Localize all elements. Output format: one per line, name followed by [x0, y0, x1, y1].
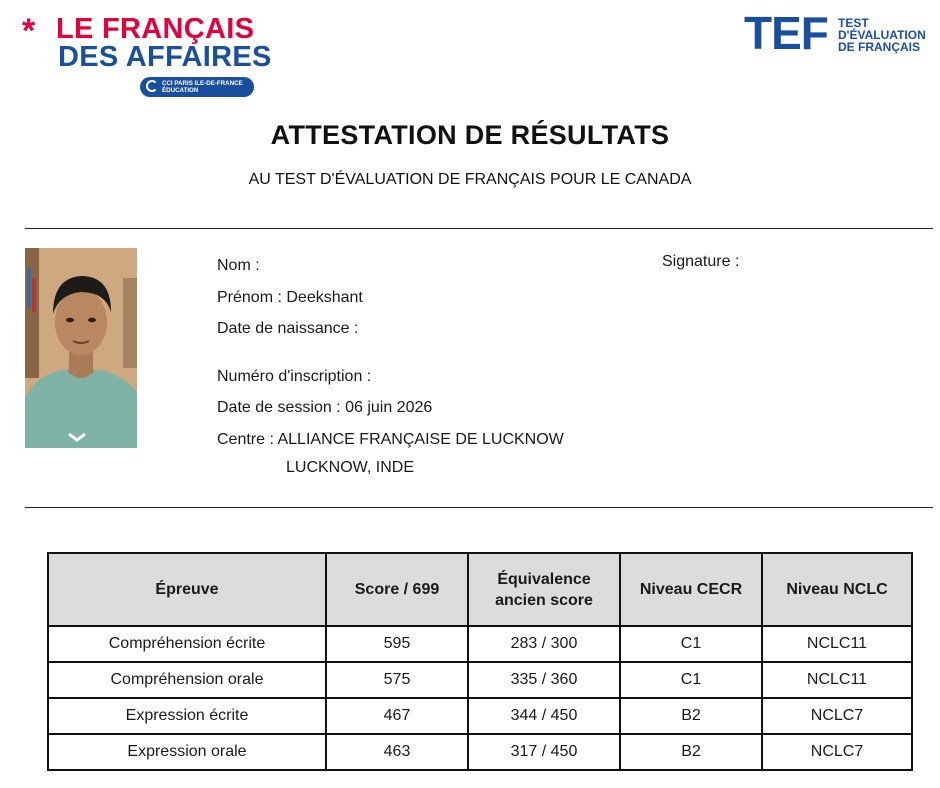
badge-line-2: ÉDUCATION — [162, 87, 199, 94]
centre-label: Centre : — [217, 431, 274, 448]
header-equivalence-line-1: Équivalence — [497, 570, 591, 588]
session-label: Date de session : — [217, 399, 341, 416]
cell-score: 575 — [326, 662, 468, 698]
prenom-field — [217, 288, 363, 308]
table-row — [48, 662, 912, 698]
cell-equivalence: 344 / 450 — [468, 698, 620, 734]
tef-line-1: TEST — [838, 16, 869, 30]
naissance-field — [217, 319, 358, 339]
cell-cecr: B2 — [620, 734, 762, 770]
cell-cecr: B2 — [620, 698, 762, 734]
header-epreuve: Épreuve — [48, 553, 326, 626]
cell-nclc: NCLC7 — [762, 734, 912, 770]
centre-line-1: ALLIANCE FRANÇAISE DE LUCKNOW — [277, 431, 564, 448]
centre-field — [217, 430, 564, 450]
inscription-field — [217, 367, 371, 387]
asterisk-icon: * — [22, 12, 36, 50]
cell-epreuve: Expression écrite — [48, 698, 326, 734]
logo-line-2: DES AFFAIRES — [58, 41, 272, 73]
document-subtitle: AU TEST D'ÉVALUATION DE FRANÇAIS POUR LE CANADA — [248, 171, 692, 188]
document-title: ATTESTATION DE RÉSULTATS — [270, 120, 670, 150]
cell-epreuve: Compréhension écrite — [48, 626, 326, 662]
cell-equivalence: 335 / 360 — [468, 662, 620, 698]
session-value: 06 juin 2026 — [345, 399, 433, 416]
tef-line-2: D'ÉVALUATION — [838, 28, 926, 42]
tef-wordmark: TEF — [744, 7, 828, 59]
cell-epreuve: Expression orale — [48, 734, 326, 770]
logo-line-1: LE FRANÇAIS — [56, 13, 255, 45]
centre-line-2: LUCKNOW, INDE — [286, 459, 415, 476]
nom-label: Nom : — [217, 257, 260, 274]
prenom-value: Deekshant — [286, 289, 363, 306]
cell-equivalence: 283 / 300 — [468, 626, 620, 662]
tef-line-3: DE FRANÇAIS — [838, 40, 921, 54]
cell-cecr: C1 — [620, 662, 762, 698]
prenom-label: Prénom : — [217, 289, 282, 306]
cell-score: 595 — [326, 626, 468, 662]
le-francais-des-affaires-logo — [22, 12, 272, 104]
candidate-photo — [25, 248, 137, 448]
divider-bottom — [25, 507, 933, 508]
cci-icon — [146, 80, 158, 92]
inscription-label: Numéro d'inscription : — [217, 368, 372, 385]
header-equivalence — [468, 553, 620, 626]
nom-field — [217, 256, 260, 276]
cell-equivalence: 317 / 450 — [468, 734, 620, 770]
naissance-label: Date de naissance : — [217, 320, 359, 337]
table-row — [48, 734, 912, 770]
results-table — [47, 552, 913, 771]
cell-score: 463 — [326, 734, 468, 770]
badge-line-1: CCI PARIS ILE-DE-FRANCE — [162, 80, 243, 87]
cell-nclc: NCLC11 — [762, 662, 912, 698]
cell-nclc: NCLC7 — [762, 698, 912, 734]
session-field — [217, 398, 432, 418]
cell-score: 467 — [326, 698, 468, 734]
header-cecr: Niveau CECR — [620, 553, 762, 626]
header-nclc: Niveau NCLC — [762, 553, 912, 626]
table-row — [48, 698, 912, 734]
divider-top — [25, 228, 933, 229]
cell-cecr: C1 — [620, 626, 762, 662]
header-equivalence-line-2: ancien score — [495, 591, 593, 609]
table-header-row — [48, 553, 912, 626]
table-row — [48, 626, 912, 662]
header-score: Score / 699 — [326, 553, 468, 626]
cell-nclc: NCLC11 — [762, 626, 912, 662]
signature-label: Signature : — [662, 253, 740, 270]
tef-logo — [744, 7, 934, 60]
cci-badge — [140, 77, 254, 97]
cell-epreuve: Compréhension orale — [48, 662, 326, 698]
